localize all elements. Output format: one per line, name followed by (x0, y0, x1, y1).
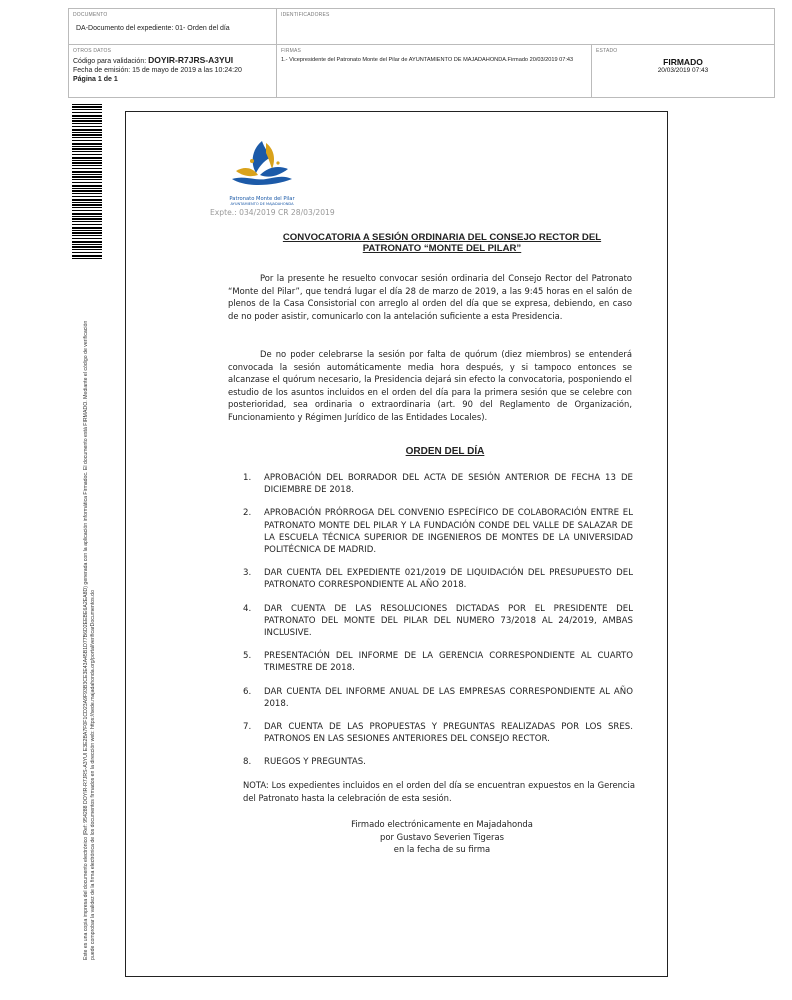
logo-caption-2: AYUNTAMIENTO DE MAJADAHONDA (230, 202, 294, 206)
item-number: 5. (243, 651, 252, 662)
agenda-item (243, 721, 633, 745)
item-number: 7. (243, 722, 252, 733)
agenda-item (243, 650, 633, 674)
item-text: RUEGOS Y PREGUNTAS. (264, 757, 366, 768)
patronato-logo (222, 135, 302, 207)
identificadores-cell (277, 9, 774, 45)
title-line-1: CONVOCATORIA A SESIÓN ORDINARIA DEL CONSEJO RECTOR DEL (282, 232, 602, 243)
validation-code: DOYIR-R7JRS-A3YUI (148, 55, 234, 65)
margin-text-line2: puede comprobar la validez de la firma electrónica de los documentos firmados en la dirección web: https://sede.majadahonda.org/portal/verificarDocumentos.do (90, 590, 96, 960)
margin-text-line1: Este es una copia impresa del documento electrónico (Ref: 954288 DOYIR-R7JRS-A3YUI E3E2BA7F0F1CD23A9F93B3CE3E43A45B1D77B6D2EEBE6A2EA8D) generada con la aplicación informática Firmadoc. El documento está FIRMADO. Mediante el código de verificación (83, 320, 89, 960)
firma-line: 1.- Vicepresidente del Patronato Monte del Pilar de AYUNTAMIENTO DE MAJADAHONDA.Firmado 20/03/2019 07:43 (281, 57, 574, 63)
agenda-item (243, 756, 633, 768)
documento-cell (69, 9, 277, 45)
paragraph-1-text: Por la presente he resuelto convocar sesión ordinaria del Consejo Rector del Patronato “Monte del Pilar”, que tendrá lugar el día 28 de marzo de 2019, a las 9:45 horas en el salón de plenos de la Casa Consistorial con arreglo al orden del día que se expresa, debiendo, en caso de no poder asistir, comunicarlo con la antelación suficiente a esta Presidencia. (228, 273, 632, 321)
estado-caption: ESTADO (596, 48, 618, 54)
identificadores-caption: IDENTIFICADORES (281, 12, 330, 18)
otros-datos-cell (69, 45, 277, 97)
item-number: 1. (243, 473, 252, 483)
estado-date: 20/03/2019 07:43 (657, 67, 709, 74)
signature-line-3: en la fecha de su firma (393, 844, 491, 854)
validation-line (73, 56, 272, 66)
page-count: Página 1 de 1 (73, 76, 118, 83)
item-number: 6. (243, 686, 252, 697)
documento-caption: DOCUMENTO (73, 12, 108, 18)
agenda-item (243, 603, 633, 640)
convocatoria-title (262, 232, 622, 254)
agenda-item (243, 686, 633, 710)
firmas-cell (277, 45, 592, 97)
agenda-item (243, 507, 633, 556)
documento-text: DA-Documento del expediente: 01- Orden del día (76, 25, 230, 32)
firmas-caption: FIRMAS (281, 48, 302, 54)
paragraph-quorum (228, 348, 632, 424)
orden-del-dia-title: ORDEN DEL DÍA (405, 446, 485, 457)
estado-cell (592, 45, 774, 97)
otros-caption: OTROS DATOS (73, 48, 112, 54)
barcode (72, 104, 102, 259)
item-number: 3. (243, 568, 252, 579)
logo-emblem-icon (222, 135, 302, 191)
agenda-item (243, 472, 633, 496)
agenda-list (243, 472, 633, 780)
item-text: APROBACIÓN DEL BORRADOR DEL ACTA DE SESIÓN ANTERIOR DE FECHA 13 DE DICIEMBRE DE 2018. (264, 473, 633, 496)
item-text: APROBACIÓN PRÓRROGA DEL CONVENIO ESPECÍFICO DE COLABORACIÓN ENTRE EL PATRONATO MONTE DEL PILAR Y LA FUNDACIÓN CONDE DEL VALLE DE SALAZAR DE LA ESCUELA TÉCNICA SUPERIOR DE INGENIEROS DE MONTES DE LA UNIVERSIDAD POLITÉCNICA DE MADRID. (264, 508, 633, 556)
logo-caption-1: Patronato Monte del Pilar (229, 196, 295, 202)
item-number: 4. (243, 603, 252, 614)
item-text: DAR CUENTA DE LAS PROPUESTAS Y PREGUNTAS REALIZADAS POR LOS SRES. PATRONOS EN LAS SESIONES ANTERIORES DEL CONSEJO RECTOR. (264, 722, 633, 745)
signature-block (292, 818, 592, 856)
document-header (68, 8, 775, 98)
item-text: DAR CUENTA DEL EXPEDIENTE 021/2019 DE LIQUIDACIÓN DEL PRESUPUESTO DEL PATRONATO CORRESPONDIENTE AL AÑO 2018. (264, 568, 633, 591)
agenda-item (243, 567, 633, 591)
signature-line-1: Firmado electrónicamente en Majadahonda (351, 819, 533, 829)
signature-line-2: por Gustavo Severien Tigeras (380, 831, 504, 842)
item-number: 2. (243, 508, 252, 519)
validation-prefix: Código para validación: (73, 58, 149, 65)
item-number: 8. (243, 757, 252, 768)
item-text: DAR CUENTA DEL INFORME ANUAL DE LAS EMPRESAS CORRESPONDIENTE AL AÑO 2018. (264, 686, 633, 709)
item-text: DAR CUENTA DE LAS RESOLUCIONES DICTADAS POR EL PRESIDENTE DEL PATRONATO DEL MONTE DEL PILAR DEL NUMERO 73/2018 AL 24/2019, AMBAS INCLUSIVE. (264, 603, 633, 639)
emission-date: Fecha de emisión: 15 de mayo de 2019 a las 10:24:20 (73, 67, 242, 74)
title-line-2: PATRONATO “MONTE DEL PILAR” (362, 243, 522, 254)
estado-value: FIRMADO (663, 57, 703, 67)
paragraph-2-text: De no poder celebrarse la sesión por falta de quórum (diez miembros) se entenderá convocada la sesión automáticamente media hora después, y si tampoco entonces se alcanzase el quórum necesario, la Presidencia dejará sin efecto la convocatoria, posponiendo el estudio de los asuntos incluidos en el orden del día para la primera sesión que se celebre con posterioridad, sea ordinaria o extraordinaria (art. 90 del Reglamento de Organización, Funcionamiento y Régimen Jurídico de las Entidades Locales). (228, 349, 632, 422)
item-text: PRESENTACIÓN DEL INFORME DE LA GERENCIA CORRESPONDIENTE AL CUARTO TRIMESTRE DE 2018. (264, 651, 633, 674)
nota-text: NOTA: Los expedientes incluidos en el orden del día se encuentran expuestos en la Gerencia del Patronato hasta la celebración de esta sesión. (243, 780, 635, 803)
expediente-reference: Expte.: 034/2019 CR 28/03/2019 (210, 208, 335, 217)
paragraph-convocatoria (228, 272, 632, 322)
